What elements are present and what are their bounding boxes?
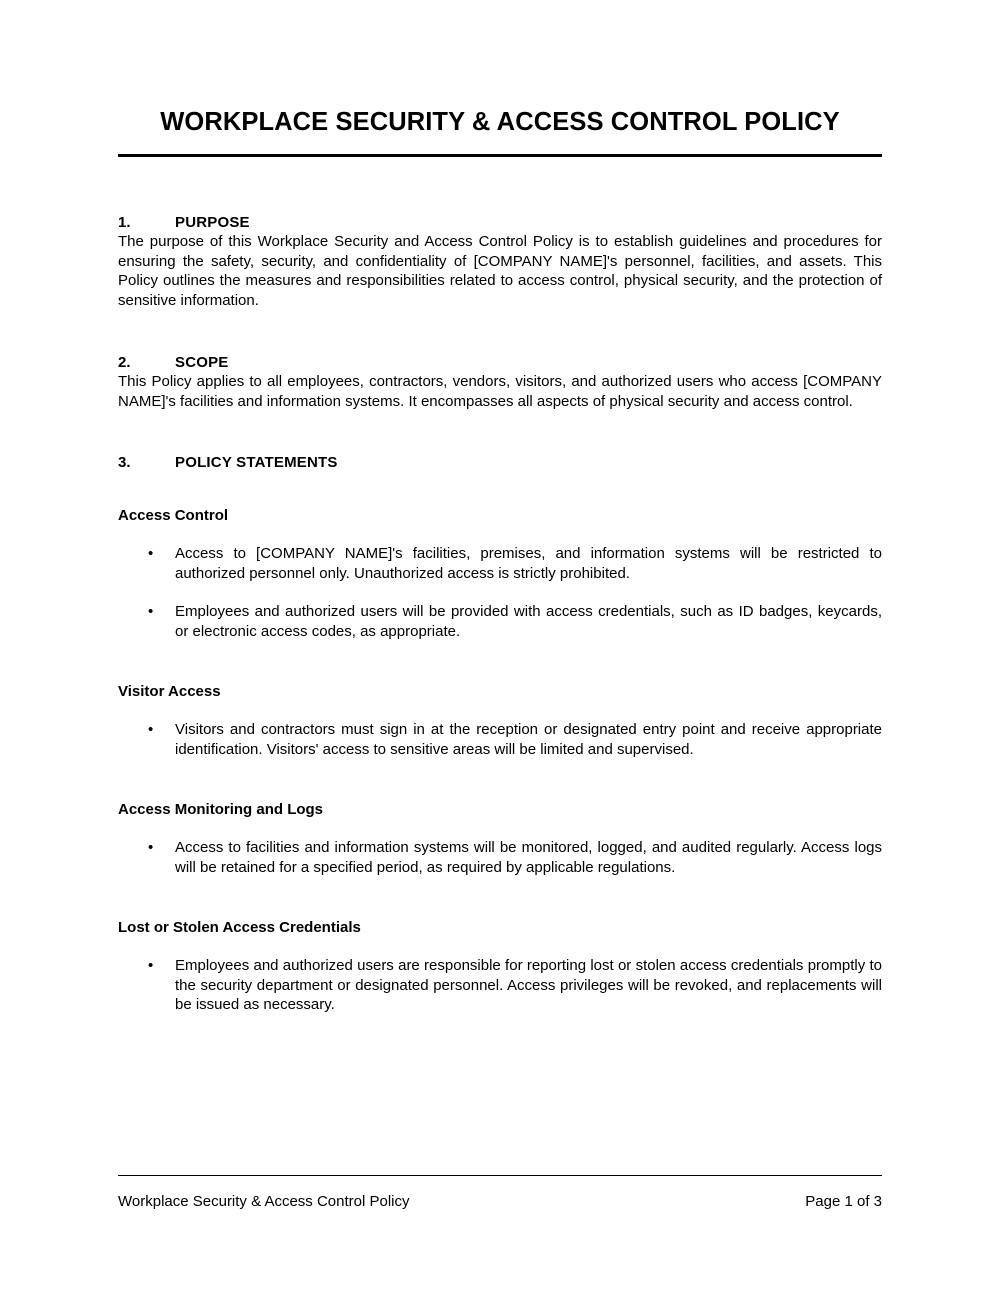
list-item	[118, 838, 882, 877]
bullet-icon: •	[148, 545, 154, 563]
bullet-icon: •	[148, 839, 154, 857]
title-divider	[118, 154, 882, 157]
list-item	[118, 602, 882, 641]
section-label: POLICY STATEMENTS	[175, 454, 338, 472]
section-number: 1.	[118, 214, 131, 232]
footer-document-name: Workplace Security & Access Control Policy	[118, 1193, 410, 1210]
section-number: 3.	[118, 454, 131, 472]
bullet-list-visitor-access	[118, 720, 882, 759]
bullet-list-access-monitoring	[118, 838, 882, 877]
list-item	[118, 720, 882, 759]
list-item-text: Employees and authorized users are responsible for reporting lost or stolen access credentials promptly to the security department or designated personnel. Access privileges will be revoked, and replacements will be issued as necessary.	[175, 957, 882, 1014]
page-footer	[118, 1175, 882, 1211]
list-item	[118, 544, 882, 583]
section-paragraph-purpose: The purpose of this Workplace Security and Access Control Policy is to establish guidelines and procedures for ensuring the safety, security, and confidentiality of [COMPANY NAME]'s personnel, facilities, and assets. This Policy outlines the measures and responsibilities related to access control, physical security, and the protection of sensitive information.	[118, 233, 882, 309]
list-item	[118, 956, 882, 1015]
section-label: SCOPE	[175, 354, 229, 372]
subsection-heading-access-monitoring-and-logs: Access Monitoring and Logs	[118, 801, 324, 819]
document-body	[118, 0, 882, 1015]
subsection-heading-lost-or-stolen-access-credentials: Lost or Stolen Access Credentials	[118, 919, 361, 937]
section-heading-purpose	[118, 214, 882, 232]
footer-divider	[118, 1175, 882, 1176]
list-item-text: Visitors and contractors must sign in at the reception or designated entry point and receive appropriate identification. Visitors' access to sensitive areas will be limited and supervised.	[175, 721, 882, 758]
page-title: WORKPLACE SECURITY & ACCESS CONTROL POLICY	[160, 108, 840, 136]
bullet-icon: •	[148, 957, 154, 975]
section-number: 2.	[118, 354, 131, 372]
bullet-list-access-control	[118, 544, 882, 641]
list-item-text: Access to facilities and information systems will be monitored, logged, and audited regularly. Access logs will be retained for a specified period, as required by applicable regulations.	[175, 839, 882, 876]
subsection-heading-visitor-access: Visitor Access	[118, 683, 221, 701]
subsection-heading-access-control: Access Control	[118, 507, 229, 525]
list-item-text: Access to [COMPANY NAME]'s facilities, premises, and information systems will be restricted to authorized personnel only. Unauthorized access is strictly prohibited.	[175, 545, 882, 582]
list-item-text: Employees and authorized users will be provided with access credentials, such as ID badges, keycards, or electronic access codes, as appropriate.	[175, 603, 882, 640]
section-paragraph-scope: This Policy applies to all employees, contractors, vendors, visitors, and authorized users who access [COMPANY NAME]'s facilities and information systems. It encompasses all aspects of physical security and access control.	[118, 373, 882, 410]
bullet-icon: •	[148, 721, 154, 739]
section-label: PURPOSE	[175, 214, 250, 232]
footer-row	[118, 1193, 882, 1211]
bullet-list-lost-or-stolen-credentials	[118, 956, 882, 1015]
section-heading-scope	[118, 354, 882, 372]
bullet-icon: •	[148, 603, 154, 621]
footer-page-number: Page 1 of 3	[805, 1193, 882, 1210]
section-heading-policy-statements	[118, 454, 882, 472]
